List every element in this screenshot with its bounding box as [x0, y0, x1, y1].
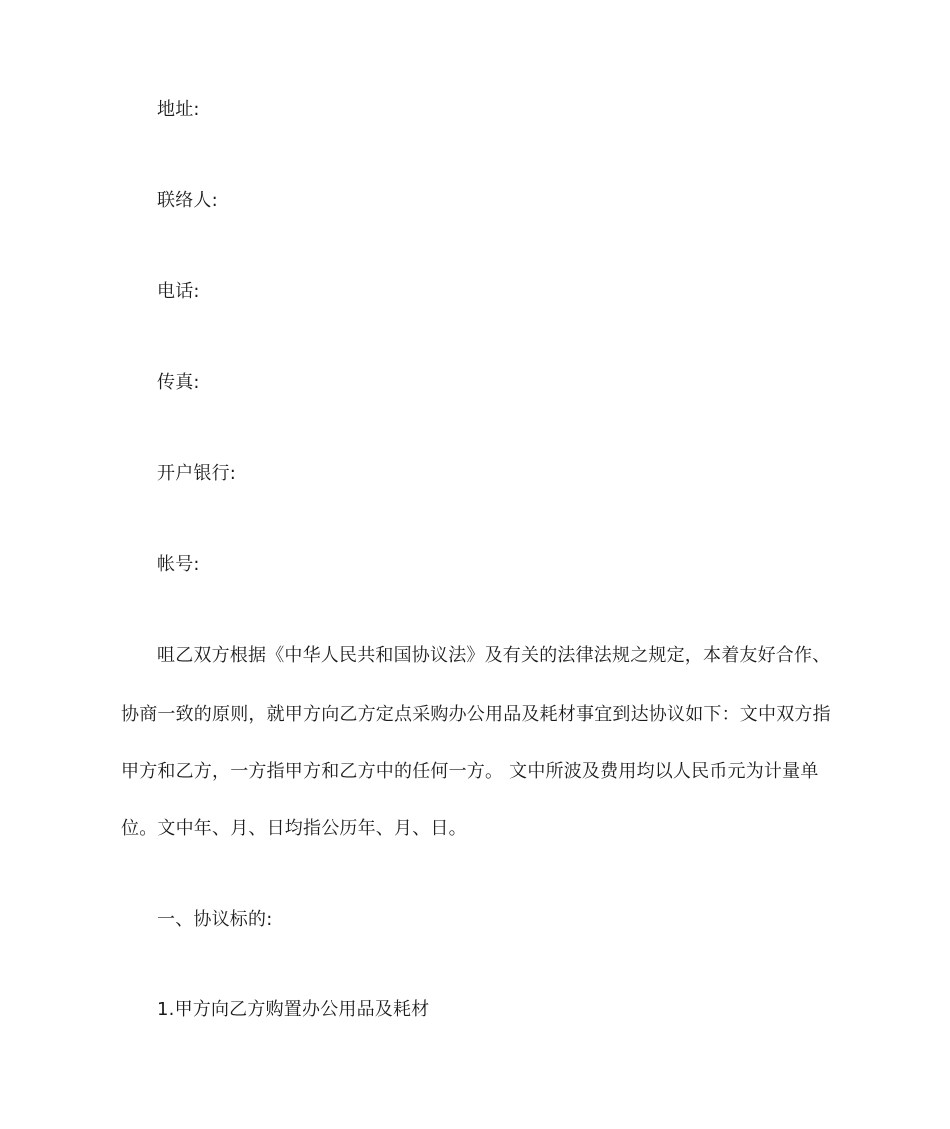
- address-label: 地址:: [157, 99, 200, 120]
- phone-label: 电话:: [157, 281, 200, 302]
- section-item-1: 1.甲方向乙方购置办公用品及耗材: [157, 999, 430, 1020]
- account-label: 帐号:: [157, 554, 200, 575]
- intro-paragraph-line-3: 甲方和乙方，一方指甲方和乙方中的任何一方。 文中所波及费用均以人民币元为计量单: [121, 761, 819, 782]
- intro-paragraph-line-2: 协商一致的原则，就甲方向乙方定点采购办公用品及耗材事宜到达协议如下：文中双方指: [121, 704, 831, 725]
- section-heading-1: 一、协议标的:: [157, 909, 273, 930]
- intro-paragraph-line-1: 咀乙双方根据《中华人民共和国协议法》及有关的法律法规之规定，本着友好合作、: [157, 645, 831, 666]
- intro-paragraph-line-4: 位。文中年、月、日均指公历年、月、日。: [121, 818, 467, 839]
- contact-label: 联络人:: [157, 190, 218, 211]
- fax-label: 传真:: [157, 372, 200, 393]
- bank-label: 开户银行:: [157, 463, 237, 484]
